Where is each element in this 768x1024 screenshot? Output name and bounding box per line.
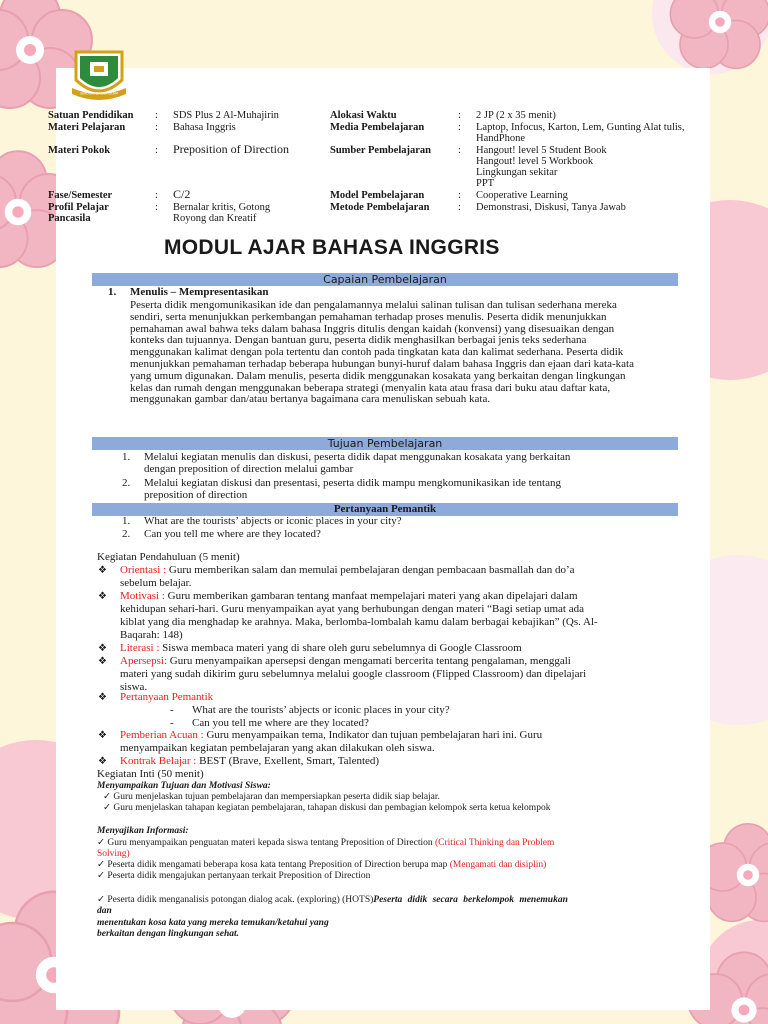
orientasi-label: Orientasi : xyxy=(120,564,167,576)
apersepsi-text: Guru menyampaikan apersepsi dengan mengamati bercerita tentang pengalaman, menggali xyxy=(167,655,571,667)
pemantik-question-1: What are the tourists’ abjects or iconic places in your city? xyxy=(144,515,402,527)
diamond-bullet-icon: ❖ xyxy=(98,565,107,576)
pertanyaan-q1: What are the tourists’ abjects or iconic places in your city? xyxy=(192,704,450,716)
orientasi-line1 xyxy=(120,565,670,577)
diamond-bullet-icon: ❖ xyxy=(98,692,107,703)
value-alokasi-waktu: 2 JP (2 x 35 menit) xyxy=(476,110,556,121)
diamond-bullet-icon: ❖ xyxy=(98,591,107,602)
apersepsi-label: Apersepsi: xyxy=(120,655,168,667)
kontrak-line xyxy=(120,756,379,768)
pemantik-num-1: 1. xyxy=(122,515,131,527)
label-media-pembelajaran: Media Pembelajaran xyxy=(330,122,425,133)
informasi-line2 xyxy=(97,860,546,871)
value-sumber-3: Lingkungan sekitar xyxy=(476,167,558,178)
motivasi-line4: Baqarah: 148) xyxy=(120,629,183,641)
analisis-italic-3: menentukan kosa kata yang mereka temukan/ketahui yang xyxy=(97,918,329,928)
label-metode-pembelajaran: Metode Pembelajaran xyxy=(330,202,430,213)
value-profil-pelajar-2: Royong dan Kreatif xyxy=(173,213,257,224)
value-fase-semester: C/2 xyxy=(173,187,191,201)
section-bar-capaian: Capaian Pembelajaran xyxy=(92,273,678,286)
label-model-pembelajaran: Model Pembelajaran xyxy=(330,190,425,201)
tujuan-num-1: 1. xyxy=(122,451,131,463)
informasi-red-2: (Mengamati dan disiplin) xyxy=(449,860,547,870)
acuan-line2: menyampaikan kegiatan pembelajaran yang akan dilakukan oleh siswa. xyxy=(120,742,435,754)
value-media-pembelajaran: Laptop, Infocus, Karton, Lem, Gunting Alat tulis, xyxy=(476,122,685,133)
inti-sub-tujuan: Menyampaikan Tujuan dan Motivasi Siswa: xyxy=(97,781,271,791)
diamond-bullet-icon: ❖ xyxy=(98,656,107,667)
flower-top-right xyxy=(670,0,768,68)
colon: : xyxy=(155,202,158,213)
informasi-text-2: ✓ Peserta didik mengamati beberapa kosa kata tentang Preposition of Direction berupa map xyxy=(97,860,450,870)
pertanyaan-q2: Can you tell me where are they located? xyxy=(192,717,369,729)
section-bar-tujuan: Tujuan Pembelajaran xyxy=(92,437,678,450)
inti-sub-informasi: Menyajikan Informasi: xyxy=(97,826,189,836)
motivasi-line1 xyxy=(120,591,578,603)
value-sumber-4: PPT xyxy=(476,178,495,189)
label-alokasi-waktu: Alokasi Waktu xyxy=(330,110,397,121)
literasi-text: Siswa membaca materi yang di share oleh guru sebelumnya di Google Classroom xyxy=(159,642,522,654)
apersepsi-line1 xyxy=(120,656,571,668)
informasi-line3: ✓ Peserta didik mengajukan pertanyaan terkait Preposition of Direction xyxy=(97,871,371,881)
orientasi-text: Guru memberikan salam dan memulai pembelajaran dengan pembacaan basmallah dan do’a xyxy=(166,564,575,576)
motivasi-line3: kiblat yang dia menghadap ke arahnya. Maka, berlomba-lombalah kamu dalam berbagai kebajikan” (Qs. Al- xyxy=(120,616,598,628)
tujuan-item-1-line1: Melalui kegiatan menulis dan diskusi, peserta didik dapat menggunakan kosakata yang berkaitan xyxy=(144,451,571,463)
acuan-text: Guru menyampaikan tema, Indikator dan tujuan pembelajaran hari ini. Guru xyxy=(203,729,543,741)
label-sumber-pembelajaran: Sumber Pembelajaran xyxy=(330,145,432,156)
analisis-plain: ✓ Peserta didik menganalisis potongan dialog acak. (exploring) (HOTS) xyxy=(97,895,374,905)
informasi-text-1: ✓ Guru menyampaikan penguatan materi kepada siswa tentang Preposition of Direction xyxy=(97,838,435,848)
pemantik-num-2: 2. xyxy=(122,528,131,540)
colon: : xyxy=(458,122,461,133)
literasi-line xyxy=(120,643,522,655)
inti-tujuan-item-1: ✓ Guru menjelaskan tujuan pembelajaran dan mempersiapkan peserta didik siap belajar. xyxy=(103,792,440,802)
tujuan-item-1-line2: dengan preposition of direction melalui gambar xyxy=(144,463,354,475)
capaian-number: 1. xyxy=(108,286,117,298)
informasi-red-1b: Solving) xyxy=(97,849,130,859)
colon: : xyxy=(155,145,158,156)
value-profil-pelajar: Bernalar kritis, Gotong xyxy=(173,202,271,213)
analisis-line1 xyxy=(97,895,568,906)
label-materi-pokok: Materi Pokok xyxy=(48,145,111,156)
colon: : xyxy=(458,190,461,201)
value-model-pembelajaran: Cooperative Learning xyxy=(476,190,568,201)
value-sumber-2: Hangout! level 5 Workbook xyxy=(476,156,594,167)
colon: : xyxy=(155,190,158,201)
capaian-subheading: Menulis – Mempresentasikan xyxy=(130,286,269,298)
motivasi-line2: kehidupan sehari-hari. Guru menyampaikan ayat yang berhubungan dengan materi “Bagi setiap umat ada xyxy=(120,603,584,615)
kontrak-label: Kontrak Belajar : xyxy=(120,755,197,767)
inti-heading: Kegiatan Inti (50 menit) xyxy=(97,768,204,780)
document-title: MODUL AJAR BAHASA INGGRIS xyxy=(164,236,500,259)
pendahuluan-heading: Kegiatan Pendahuluan (5 menit) xyxy=(97,551,240,563)
apersepsi-line3: siswa. xyxy=(120,681,148,693)
logo-caption: SEKOLAH DASAR ISLAM xyxy=(80,91,118,96)
orientasi-line2: sebelum belajar. xyxy=(120,577,192,589)
value-metode-pembelajaran: Demonstrasi, Diskusi, Tanya Jawab xyxy=(476,202,626,213)
motivasi-label: Motivasi : xyxy=(120,590,165,602)
section-bar-pemantik: Pertanyaan Pemantik xyxy=(92,503,678,516)
pertanyaan-pemantik-label: Pertanyaan Pemantik xyxy=(120,691,214,703)
analisis-italic-1: Peserta didik secara berkelompok menemukan xyxy=(373,895,568,905)
colon: : xyxy=(458,110,461,121)
informasi-red-1: (Critical Thinking dan Problem xyxy=(435,838,555,848)
dash-bullet: - xyxy=(170,704,174,716)
kontrak-text: BEST (Brave, Exellent, Smart, Talented) xyxy=(196,755,380,767)
value-materi-pokok: Preposition of Direction xyxy=(173,142,289,156)
label-profil-pelajar: Profil Pelajar xyxy=(48,202,109,213)
analisis-italic-2: dan xyxy=(97,906,112,916)
colon: : xyxy=(155,122,158,133)
capaian-paragraph: Peserta didik mengomunikasikan ide dan pengalamannya melalui salinan tulisan dan tulisan sederhana mereka sendiri, serta menunjukkan perkembangan pemahaman terhadap proses menulis. Peserta didik menunjukkan pemahaman awal bahwa teks dalam bahasa Inggris ditulis dengan kaidah (konvensi) yang disesuaikan dengan konteks dan tujuannya. Dengan bantuan guru, peserta didik menghasilkan berbagai jenis teks sederhana menggunakan kalimat dengan pola tertentu dan contoh pada tingkatan kata dan kalimat sederhana. Peserta didik menunjukkan pemahaman terhadap beberapa hubungan bunyi-huruf dalam bahasa Inggris dan ejaan dari kata-kata yang umum digunakan. Dalam menulis, peserta didik menggunakan kosakata yang berkaitan dengan lingkungan kelas dan rumah dengan menggunakan beberapa strategi (menyalin kata atau frasa dari buku atau daftar kata, menggunakan gambar dan/atau bertanya bagaimana cara menuliskan sebuah kata. xyxy=(130,299,634,406)
value-materi-pelajaran: Bahasa Inggris xyxy=(173,122,236,133)
apersepsi-line2: materi yang sudah dikirim guru sebelumnya melalui google classroom (Flipped Classroom) dan dipelajari xyxy=(120,668,587,680)
diamond-bullet-icon: ❖ xyxy=(98,730,107,741)
label-profil-pancasila: Pancasila xyxy=(48,213,91,224)
diamond-bullet-icon: ❖ xyxy=(98,643,107,654)
tujuan-num-2: 2. xyxy=(122,477,131,489)
tujuan-item-2-line1: Melalui kegiatan diskusi dan presentasi, peserta didik mampu mengkomunikasikan ide tentang xyxy=(144,477,561,489)
value-sumber-1: Hangout! level 5 Student Book xyxy=(476,145,607,156)
informasi-line1 xyxy=(97,838,554,849)
dash-bullet: - xyxy=(170,717,174,729)
colon: : xyxy=(155,110,158,121)
tujuan-item-2-line2: preposition of direction xyxy=(144,489,248,501)
label-materi-pelajaran: Materi Pelajaran xyxy=(48,122,126,133)
label-fase-semester: Fase/Semester xyxy=(48,190,113,201)
diamond-bullet-icon: ❖ xyxy=(98,756,107,767)
pemantik-question-2: Can you tell me where are they located? xyxy=(144,528,321,540)
literasi-label: Literasi : xyxy=(120,642,160,654)
value-media-pembelajaran-2: HandPhone xyxy=(476,133,525,144)
school-logo-emblem xyxy=(68,44,130,106)
acuan-label: Pemberian Acuan : xyxy=(120,729,204,741)
value-satuan-pendidikan: SDS Plus 2 Al-Muhajirin xyxy=(173,110,279,121)
colon: : xyxy=(458,145,461,156)
inti-tujuan-item-2: ✓ Guru menjelaskan tahapan kegiatan pembelajaran, tahapan diskusi dan pembagian kelompok serta ketua kelompok xyxy=(103,803,551,813)
analisis-italic-4: berkaitan dengan lingkungan sehat. xyxy=(97,929,240,939)
label-satuan-pendidikan: Satuan Pendidikan xyxy=(48,110,134,121)
motivasi-text: Guru memberikan gambaran tentang manfaat mempelajari materi yang akan dipelajari dalam xyxy=(164,590,578,602)
acuan-line1 xyxy=(120,730,542,742)
colon: : xyxy=(458,202,461,213)
